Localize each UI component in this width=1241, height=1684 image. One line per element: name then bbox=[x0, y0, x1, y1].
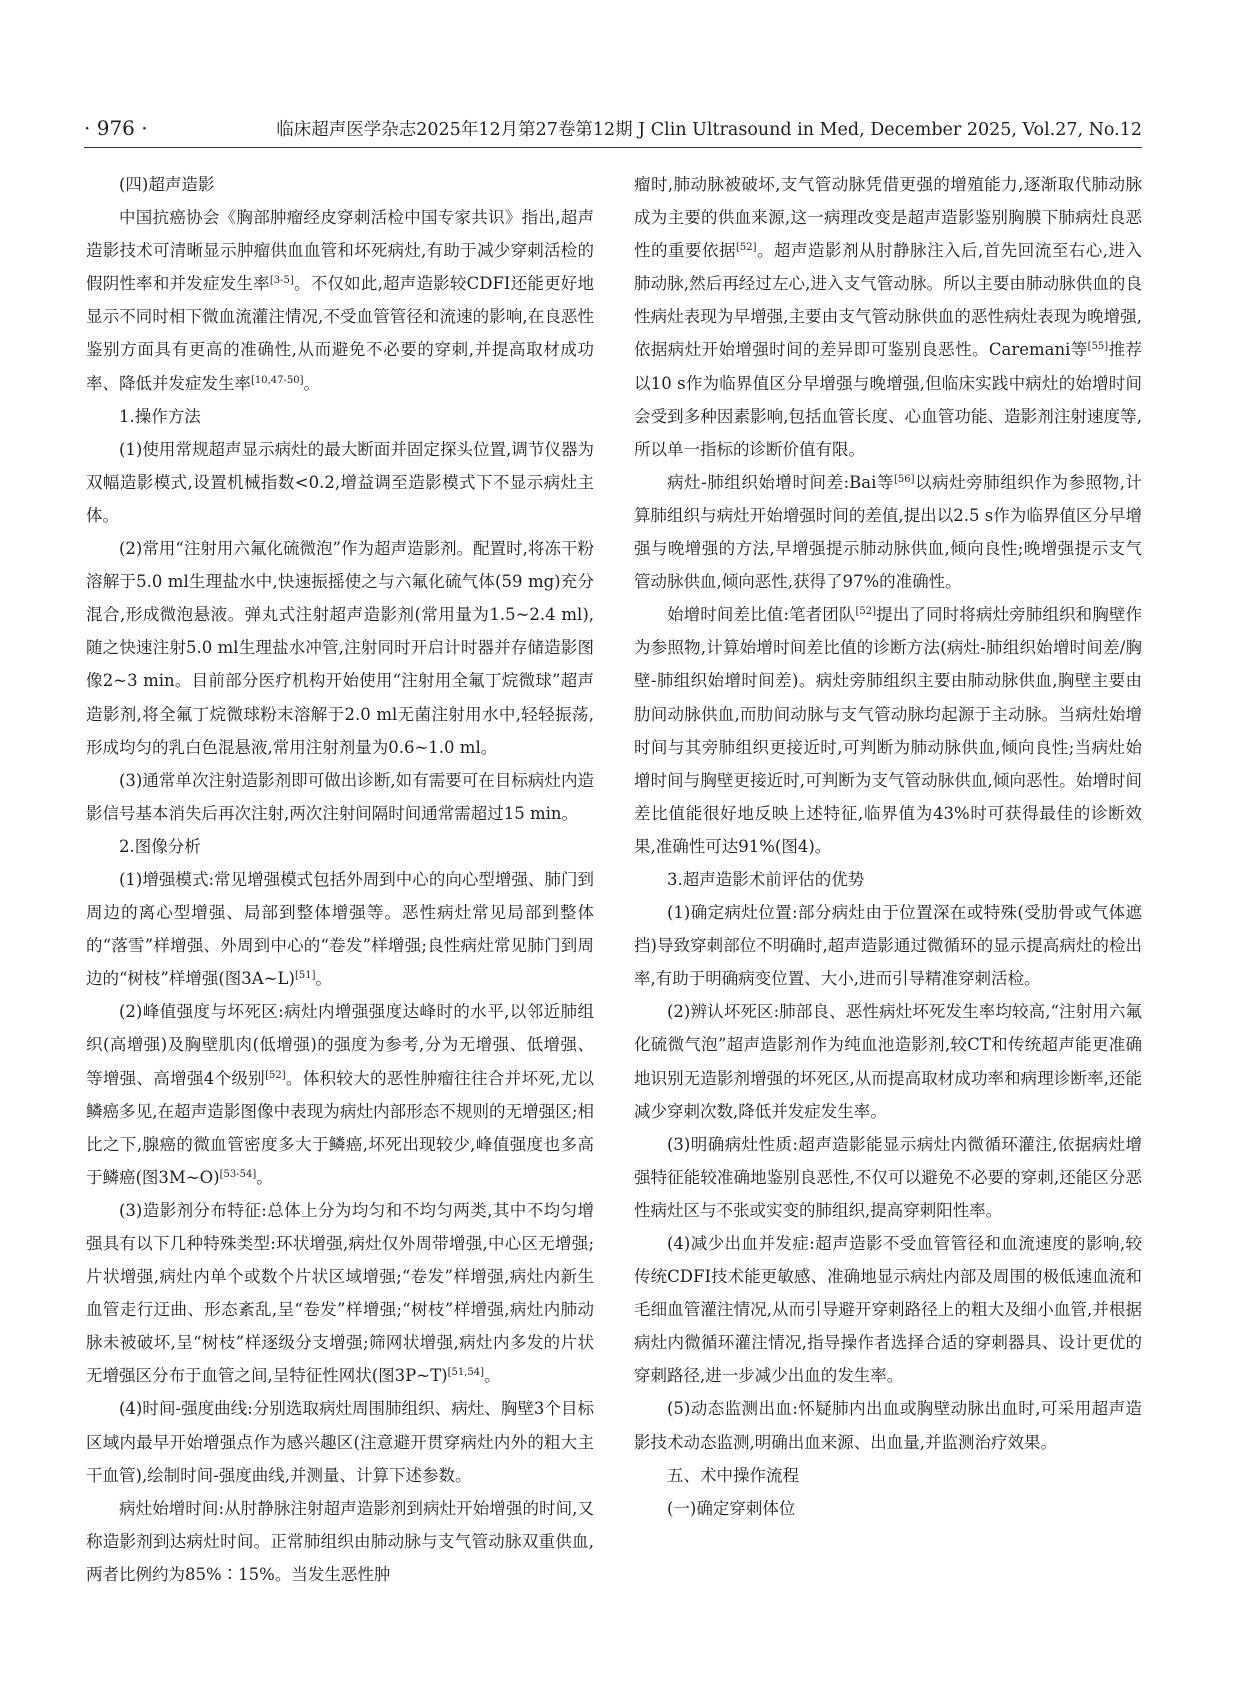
paragraph-text: (4)减少出血并发症:超声造影不受血管管径和血流速度的影响,较传统CDFI技术能更敏感、准确地显示病灶内部及周围的极低速血流和毛细血管灌注情况,从而引导避开穿刺路径上的粗大及细小血管,并根据病灶内微循环灌注情况,指导操作者选择合适的穿刺器具、设计更优的穿刺路径,进一步减少出血的发生率。 bbox=[634, 1234, 1142, 1386]
paragraph-text: 2.图像分析 bbox=[119, 836, 201, 856]
paragraph-text: 。 bbox=[315, 969, 332, 989]
body-paragraph bbox=[634, 896, 1142, 995]
citation-ref: [55] bbox=[1087, 341, 1109, 353]
body-paragraph bbox=[86, 1194, 594, 1393]
paragraph-text: 3.超声造影术前评估的优势 bbox=[667, 869, 865, 889]
section-heading bbox=[86, 400, 594, 433]
paragraph-text: 。 bbox=[484, 1366, 501, 1386]
paragraph-text: 病灶-肺组织始增时间差:Bai等 bbox=[667, 472, 895, 492]
citation-ref: [10,47-50] bbox=[251, 374, 304, 386]
body-paragraph bbox=[86, 995, 594, 1194]
right-column bbox=[634, 168, 1142, 1525]
body-paragraph bbox=[634, 1128, 1142, 1227]
paragraph-text: (3)造影剂分布特征:总体上分为均匀和不均匀两类,其中不均匀增强具有以下几种特殊类型:环状增强,病灶仅外周带增强,中心区无增强;片状增强,病灶内单个或数个片状区域增强;“卷发”样增强,病灶内新生血管走行迂曲、形态紊乱,呈“卷发”样增强;“树枝”样增强,病灶内肺动脉未被破坏,呈“树枝”样逐级分支增强;筛网状增强,病灶内多发的片状无增强区分布于血管之间,呈特征性网状(图3P~T) bbox=[86, 1200, 594, 1386]
page-header bbox=[84, 116, 1142, 146]
paragraph-text: 瘤时,肺动脉被破坏,支气管动脉凭借更强的增殖能力,逐渐取代肺动脉成为主要的供血来源,这一病理改变是超声造影鉴别胸膜下肺病灶良恶性的重要依据 bbox=[634, 175, 1142, 261]
paragraph-text: 。体积较大的恶性肿瘤往往合并坏死,尤以鳞癌多见,在超声造影图像中表现为病灶内部形态不规则的无增强区;相比之下,腺癌的微血管密度多大于鳞癌,坏死出现较少,峰值强度也多高于鳞癌(图3M~O) bbox=[86, 1068, 594, 1187]
citation-ref: [52] bbox=[265, 1069, 286, 1081]
paragraph-text: (2)常用“注射用六氟化硫微泡”作为超声造影剂。配置时,将冻干粉溶解于5.0 ml生理盐水中,快速振摇使之与六氟化硫气体(59 mg)充分混合,形成微泡悬液。弹丸式注射超声造影剂(常用量为1.5~2.4 ml),随之快速注射5.0 ml生理盐水冲管,注射同时开启计时器并存储造影图像2~3 min。目前部分医疗机构开始使用“注射用全氟丁烷微球”超声造影剂,将全氟丁烷微球粉末溶解于2.0 ml无菌注射用水中,轻轻振荡,形成均匀的乳白色混悬液,常用注射剂量为0.6~1.0 ml。 bbox=[86, 539, 594, 757]
body-paragraph bbox=[86, 1392, 594, 1491]
section-heading bbox=[86, 830, 594, 863]
paragraph-text: 1.操作方法 bbox=[119, 406, 201, 426]
body-paragraph bbox=[634, 466, 1142, 598]
paragraph-text: (5)动态监测出血:怀疑肺内出血或胸壁动脉出血时,可采用超声造影技术动态监测,明确出血来源、出血量,并监测治疗效果。 bbox=[634, 1399, 1142, 1452]
paragraph-text: (1)使用常规超声显示病灶的最大断面并固定探头位置,调节仪器为双幅造影模式,设置机械指数<0.2,增益调至造影模式下不显示病灶主体。 bbox=[86, 439, 594, 525]
paragraph-text: 中国抗癌协会《胸部肿瘤经皮穿刺活检中国专家共识》指出,超声造影技术可清晰显示肿瘤供血血管和坏死病灶,有助于减少穿刺活检的假阴性率和并发症发生率 bbox=[86, 208, 594, 294]
body-paragraph bbox=[86, 433, 594, 532]
page-number: · 976 · bbox=[84, 116, 148, 140]
citation-ref: [51,54] bbox=[447, 1367, 484, 1379]
paragraph-text: 始增时间差比值:笔者团队 bbox=[667, 605, 856, 625]
paragraph-text: (4)时间-强度曲线:分别选取病灶周围肺组织、病灶、胸壁3个目标区域内最早开始增强点作为感兴趣区(注意避开贯穿病灶内外的粗大主干血管),绘制时间-强度曲线,并测量、计算下述参数。 bbox=[86, 1399, 594, 1485]
body-paragraph bbox=[86, 532, 594, 764]
header-rule bbox=[84, 147, 1142, 148]
paragraph-text: 以病灶旁肺组织作为参照物,计算肺组织与病灶开始增强时间的差值,提出以2.5 s作为临界值区分早增强与晚增强的方法,早增强提示肺动脉供血,倾向良性;晚增强提示支气管动脉供血,倾向恶性,获得了97%的准确性。 bbox=[634, 472, 1143, 592]
paragraph-text: 提出了同时将病灶旁肺组织和胸壁作为参照物,计算始增时间差比值的诊断方法(病灶-肺组织始增时间差/胸壁-肺组织始增时间差)。病灶旁肺组织主要由肺动脉供血,胸壁主要由肋间动脉供血,而肋间动脉与支气管动脉均起源于主动脉。当病灶始增时间与其旁肺组织更接近时,可判断为肺动脉供血,倾向良性;当病灶始增时间与胸壁更接近时,可判断为支气管动脉供血,倾向恶性。始增时间差比值能很好地反映上述特征,临界值为43%时可获得最佳的诊断效果,准确性可达91%(图4)。 bbox=[634, 605, 1143, 856]
paragraph-text: (3)通常单次注射造影剂即可做出诊断,如有需要可在目标病灶内造影信号基本消失后再次注射,两次注射间隔时间通常需超过15 min。 bbox=[86, 770, 594, 823]
citation-ref: [52] bbox=[736, 242, 757, 254]
citation-ref: [3-5] bbox=[269, 275, 294, 287]
paragraph-text: (1)增强模式:常见增强模式包括外周到中心的向心型增强、肺门到周边的离心型增强、局部到整体增强等。恶性病灶常见局部到整体的“落雪”样增强、外周到中心的“卷发”样增强;良性病灶常见肺门到周边的“树枝”样增强(图3A~L) bbox=[86, 869, 594, 989]
paragraph-text: 病灶始增时间:从肘静脉注射超声造影剂到病灶开始增强的时间,又称造影剂到达病灶时间。正常肺组织由肺动脉与支气管动脉双重供血,两者比例约为85%∶15%。当发生恶性肿 bbox=[86, 1498, 594, 1584]
paragraph-text: (1)确定病灶位置:部分病灶由于位置深在或特殊(受肋骨或气体遮挡)导致穿刺部位不明确时,超声造影通过微循环的显示提高病灶的检出率,有助于明确病变位置、大小,进而引导精准穿刺活检。 bbox=[634, 903, 1142, 989]
paragraph-text: 推荐以10 s作为临界值区分早增强与晚增强,但临床实践中病灶的始增时间会受到多种因素影响,包括血管长度、心血管功能、造影剂注射速度等,所以单一指标的诊断价值有限。 bbox=[634, 340, 1142, 459]
body-paragraph bbox=[86, 1492, 594, 1591]
section-heading bbox=[86, 168, 594, 201]
citation-ref: [51] bbox=[294, 970, 316, 982]
paragraph-text: 。不仅如此,超声造影较CDFI还能更好地显示不同时相下微血流灌注情况,不受血管管径和流速的影响,在良恶性鉴别方面具有更高的准确性,从而避免不必要的穿刺,并提高取材成功率、降低并发症发生率 bbox=[86, 274, 594, 393]
paragraph-text: 。 bbox=[303, 373, 321, 393]
paragraph-text: (2)辨认坏死区:肺部良、恶性病灶坏死发生率均较高,“注射用六氟化硫微气泡”超声造影剂作为纯血池造影剂,较CT和传统超声能更准确地识别无造影剂增强的坏死区,从而提高取材成功率和病理诊断率,还能减少穿刺次数,降低并发症发生率。 bbox=[634, 1002, 1142, 1121]
section-heading bbox=[634, 1492, 1142, 1525]
citation-ref: [53-54] bbox=[219, 1168, 257, 1180]
paragraph-text: (3)明确病灶性质:超声造影能显示病灶内微循环灌注,依据病灶增强特征能较准确地鉴别良恶性,不仅可以避免不必要的穿刺,还能区分恶性病灶区与不张或实变的肺组织,提高穿刺阳性率。 bbox=[634, 1134, 1142, 1220]
body-paragraph bbox=[634, 598, 1142, 863]
body-paragraph bbox=[86, 863, 594, 995]
citation-ref: [52] bbox=[855, 606, 877, 618]
body-paragraph bbox=[86, 764, 594, 830]
paragraph-text: (2)峰值强度与坏死区:病灶内增强强度达峰时的水平,以邻近肺组织(高增强)及胸壁肌肉(低增强)的强度为参考,分为无增强、低增强、等增强、高增强4个级别 bbox=[86, 1002, 594, 1088]
paragraph-text: (四)超声造影 bbox=[119, 175, 215, 194]
journal-running-title: 临床超声医学杂志2025年12月第27卷第12期 J Clin Ultrasound in Med, December 2025, Vol.27, No.12 bbox=[276, 120, 1142, 140]
body-paragraph bbox=[634, 1392, 1142, 1458]
body-paragraph bbox=[86, 201, 594, 400]
section-heading bbox=[634, 863, 1142, 896]
paragraph-text: 。超声造影剂从肘静脉注入后,首先回流至右心,进入肺动脉,然后再经过左心,进入支气管动脉。所以主要由肺动脉供血的良性病灶表现为早增强,主要由支气管动脉供血的恶性病灶表现为晚增强,依据病灶开始增强时间的差异即可鉴别良恶性。Caremani等 bbox=[634, 241, 1142, 360]
body-paragraph bbox=[634, 995, 1142, 1127]
paragraph-text: 五、术中操作流程 bbox=[667, 1465, 799, 1485]
left-column bbox=[86, 168, 594, 1591]
section-heading bbox=[634, 1459, 1142, 1492]
paragraph-text: 。 bbox=[256, 1167, 273, 1187]
paragraph-text: (一)确定穿刺体位 bbox=[667, 1498, 796, 1518]
citation-ref: [56] bbox=[894, 473, 915, 485]
body-paragraph bbox=[634, 1227, 1142, 1392]
body-paragraph bbox=[634, 168, 1142, 466]
